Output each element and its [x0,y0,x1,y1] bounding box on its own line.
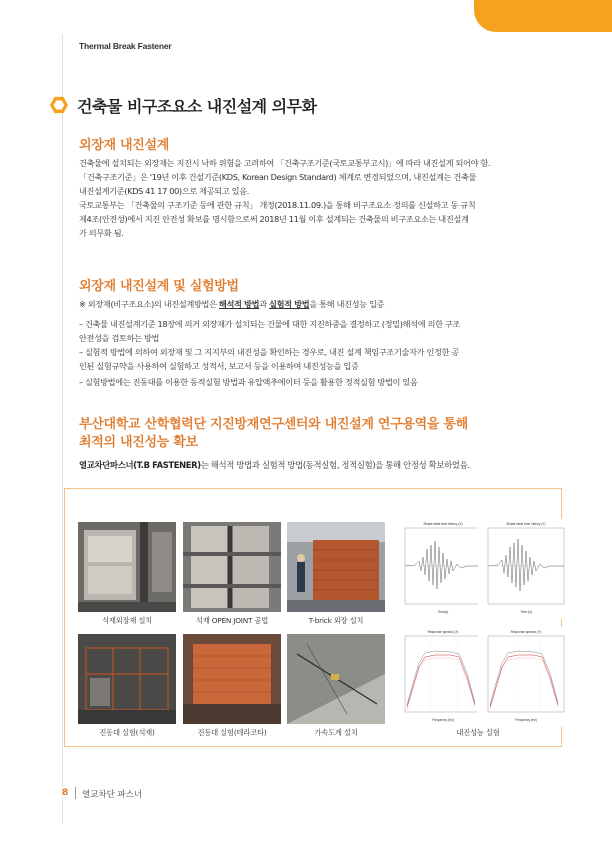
list-item [79,375,549,389]
response-spectra-x-chart [395,627,485,727]
chart-title: Response spectra (Y) [510,630,542,634]
section-heading: 외장재 내진설계 [79,138,170,153]
caption: 내진성능 실험 [456,728,500,737]
body-line: 건축물에 설치되는 외장재는 지진시 낙하 위험을 고려하여 「건축구조기준(국토교통부고시)」에 따라 내진설계 되어야 함. [79,158,491,168]
note-text: 과 [259,299,270,309]
shake-table-terracotta-photo [183,634,281,724]
list-item-line: – 실험방법에는 진동대를 이용한 동적실험 방법과 유압액추에이터 등을 활용한 정적실험 방법이 있음 [79,377,418,387]
time-history-x-chart [395,519,485,619]
page-number: 8 [62,788,69,798]
body-line: 국토교통부는 「건축물의 구조기준 등에 관한 규칙」 개정(2018.11.09.)을 통해 비구조요소 정의를 신설하고 동 규칙 [79,200,476,210]
closing-rest: 는 해석적 방법과 실험적 방법(동적실험, 정적실험)을 통해 안정성 확보하였음. [200,460,470,470]
margin-line [62,34,63,824]
list-item [79,317,549,345]
body-line: 「건축구조기준」은 '19년 이후 건설기준(KDS, Korean Design Standard) 체계로 변경되었으며, 내진설계는 건축물 [79,172,477,182]
section-heading: 최적의 내진성능 확보 [79,435,198,450]
figure-panel [64,488,562,747]
open-joint-photo [183,522,281,612]
chart-xlabel: Frequency (Hz) [432,718,454,722]
caption: 석재외장재 설치 [101,616,153,625]
chart-title: Shake table time history (X) [423,522,463,526]
chart-title: Shake table time history (Y) [506,522,546,526]
response-spectra-y-chart [478,627,568,727]
shake-table-stone-photo [78,634,176,724]
title-row [50,94,570,116]
accelerometer-photo [287,634,385,724]
stone-cladding-photo [78,522,176,612]
list-item [79,345,549,373]
page-title: 건축물 비구조요소 내진설계 의무화 [77,97,317,116]
list-item-line: – 실험적 방법에 의하여 외장재 및 그 지지부의 내진성을 확인하는 경우로, 내진 설계 책임구조기술자가 인정한 공 [79,347,459,357]
hexagon-icon [50,96,68,114]
chart-xlabel: Time (s) [520,610,532,614]
closing-text [79,459,470,471]
caption: 가속도계 설치 [314,728,358,737]
section1-body [79,156,549,240]
note-text: ※ 외장재(비구조요소)의 내진설계방법은 [79,299,219,309]
method-note [79,297,549,311]
brand-label: Thermal Break Fastener [79,41,172,51]
body-line: 내진설계기준(KDS 41 17 00)으로 제공되고 있음. [79,186,250,196]
corner-accent [474,0,612,32]
time-history-y-chart [478,519,568,619]
list-item-line: 인된 실험규약을 사용하여 실험하고 성적서, 보고서 등을 이용하여 내진성능을 입증 [79,361,359,371]
body-line: 제4조(안전성)에서 지진 안전성 확보를 명시함으로써 2018년 11월 이후 설계되는 건축물의 비구조요소는 내진설계 [79,214,469,224]
caption: 석재 OPEN JOINT 공법 [195,616,269,625]
product-name: 열교차단파스너(T.B FASTENER) [79,460,201,470]
caption: T-brick 외장 설치 [308,616,364,625]
section-heading: 외장재 내진설계 및 실험방법 [79,279,239,294]
analytic-method: 해석적 방법 [218,299,260,309]
list-item-line: 안전성을 검토하는 방법 [79,333,160,343]
chart-xlabel: Time(s) [437,610,449,614]
caption: 진동대 실험(석재) [99,728,155,737]
section-heading: 부산대학교 산학협력단 지진방재연구센터와 내진설계 연구용역을 통해 [79,417,468,432]
chart-xlabel: Frequency (Hz) [515,718,537,722]
footer-title: 열교차단 파스너 [82,790,143,800]
body-line: 가 의무화 됨. [79,228,124,238]
t-brick-photo [287,522,385,612]
experimental-method: 실험적 방법 [269,299,310,309]
note-text: 을 통해 내진성능 입증 [309,299,385,309]
footer-divider [75,787,76,799]
caption: 진동대 실험(테라코타) [197,728,267,737]
chart-title: Response spectra (X) [427,630,459,634]
list-item-line: – 건축물 내진설계기준 18장에 의거 외장재가 설치되는 건물에 대한 지진하중을 결정하고 (정밀)해석에 의한 구조 [79,319,461,329]
